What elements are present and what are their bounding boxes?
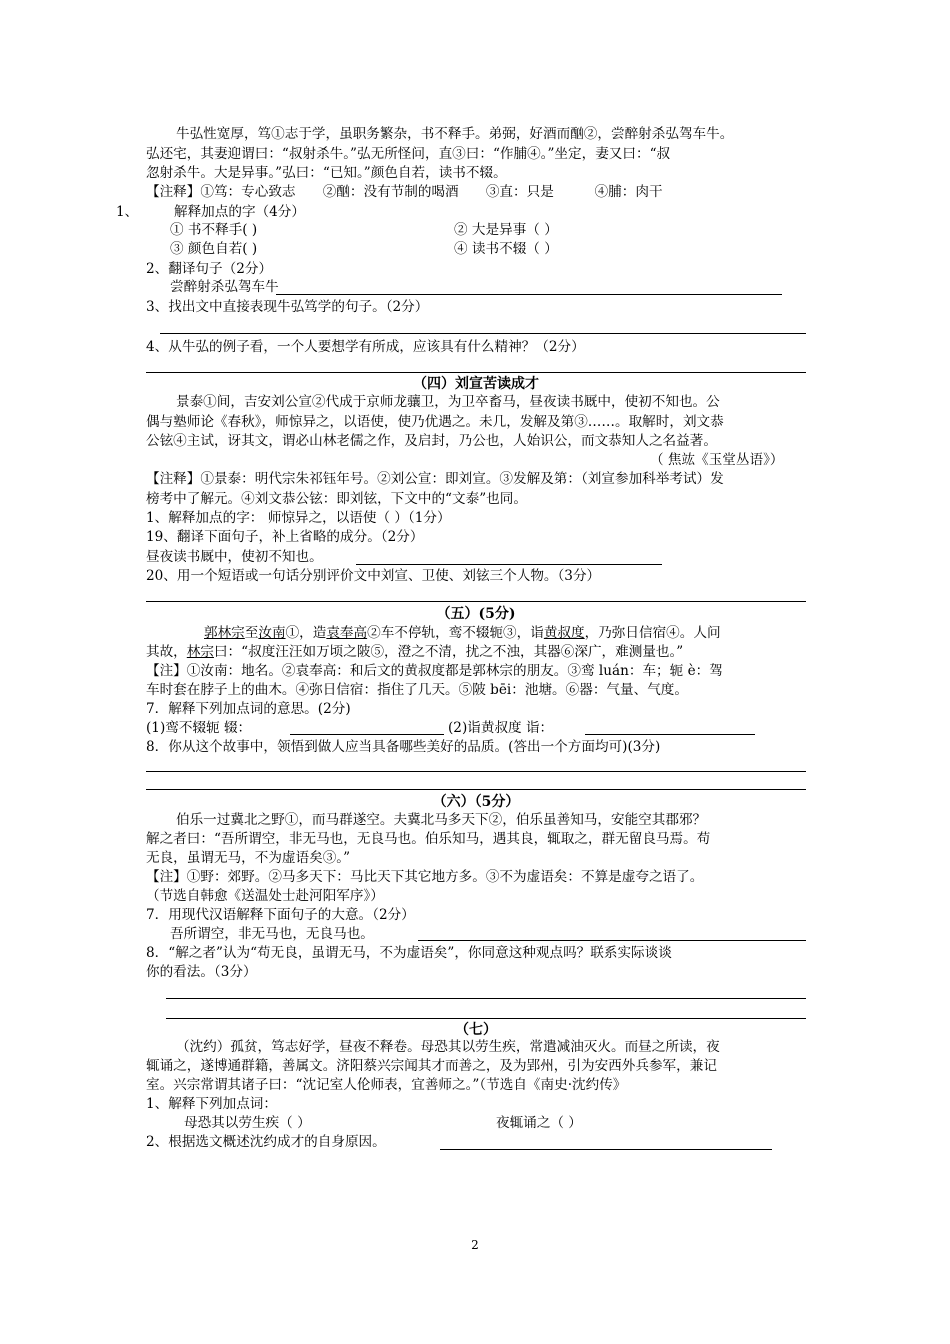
page-number: 2 xyxy=(471,1238,479,1252)
s4-note-2: 榜考中了解元。④刘文恭公铉：即刘铉，下文中的“文泰”也同。 xyxy=(146,491,527,507)
s4-passage-line-3: 公铉④主试，讶其文，谓必山林老儒之作，及启封，乃公也，人始识公，而文恭知人之名益著。 xyxy=(146,433,717,449)
s7-q1a: 母恐其以劳生疾（ ） xyxy=(184,1115,311,1131)
s3-q1a: ① 书不释手( ) xyxy=(170,222,258,238)
person-name: 袁奉高 xyxy=(326,625,368,641)
s6-title: （六）（5分） xyxy=(432,794,520,810)
s6-note: 【注】①野：郊野。②马多天下：马比天下其它地方多。③不为虚语矣：不算是虚夸之语了。 xyxy=(146,869,704,885)
s3-q1d: ④ 读书不辍（ ） xyxy=(454,241,558,257)
s6-passage-line-3: 无良，虽谓无马，不为虚语矣③。” xyxy=(146,850,351,866)
s5-passage-line-2 xyxy=(146,643,683,661)
text-run: ②车不停轨，鸾不辍轭③，诣 xyxy=(367,625,544,641)
text-run: 至 xyxy=(244,625,259,641)
s3-q3: 3、找出文中直接表现牛弘笃学的句子。（2分） xyxy=(146,299,429,315)
person-name: 黄叔度 xyxy=(543,625,585,641)
answer-line xyxy=(146,789,806,790)
s7-q1b: 夜辄诵之（ ） xyxy=(496,1115,582,1131)
answer-line xyxy=(166,998,806,999)
answer-line xyxy=(440,1149,772,1150)
answer-line xyxy=(356,564,662,565)
s4-q19-sentence: 昼夜读书厩中，使初不知也。 xyxy=(146,549,323,565)
s3-q4: 4、从牛弘的例子看，一个人要想学有所成，应该具有什么精神？（2分） xyxy=(146,339,585,355)
s4-q19: 19、翻译下面句子，补上省略的成分。（2分） xyxy=(146,529,424,545)
s4-q1: 1、解释加点的字： 师惊异之，以语使（ ）（1分） xyxy=(146,510,451,526)
person-name: 林宗 xyxy=(186,644,214,660)
s6-passage-line-2: 解之者曰：“吾所谓空，非无马也，无良马也。伯乐知马，遇其良，辄取之，群无留良马焉。苟 xyxy=(146,831,711,847)
s5-note-2: 车时套在脖子上的曲木。④弥日信宿：指住了几天。⑤陂 bēi：池塘。⑥器：气量、气度。 xyxy=(146,682,688,698)
s4-passage-line-1: 景泰①间，吉安刘公宣②代成于京师龙骧卫，为卫卒畜马，昼夜读书厩中，使初不知也。公 xyxy=(176,394,720,410)
s4-title: （四）刘宣苦读成才 xyxy=(413,376,539,392)
s5-q8: 8．你从这个故事中，领悟到做人应当具备哪些美好的品质。(答出一个方面均可)(3分) xyxy=(146,739,661,755)
s7-passage-line-3: 室。兴宗常谓其诸子曰：“沈记室人伦师表，宜善师之。”（节选自《南史·沈约传》 xyxy=(146,1077,627,1093)
answer-line xyxy=(146,771,806,772)
s6-q7: 7．用现代汉语解释下面句子的大意。（2分） xyxy=(146,907,415,923)
person-name: 郭林宗 xyxy=(204,625,245,641)
place-name: 汝南 xyxy=(258,625,286,641)
s4-q20: 20、用一个短语或一句话分别评价文中刘宣、卫使、刘铉三个人物。（3分） xyxy=(146,568,601,584)
s5-q7: 7．解释下列加点词的意思。(2分) xyxy=(146,701,351,717)
s3-passage-line-2: 弘还宅，其妻迎谓曰：“叔射杀牛。”弘无所怪问，直③曰：“作脯④。”坐定，妻又曰：“叔 xyxy=(146,146,671,162)
s3-q1: 解释加点的字（4分） xyxy=(174,204,305,220)
s5-title: （五）(5分) xyxy=(436,606,516,622)
answer-line xyxy=(585,734,755,735)
answer-line xyxy=(290,734,444,735)
text-run: ①，造 xyxy=(285,625,327,641)
answer-line xyxy=(276,294,782,295)
s5-note-1: 【注】①汝南：地名。②袁奉高：和后文的黄叔度都是郭林宗的朋友。③鸾 luán：车；轭 è：驾 xyxy=(146,663,723,679)
s7-title: （七） xyxy=(455,1022,497,1038)
s3-note: 【注释】①笃：专心致志 ②酗：没有节制的喝酒 ③直：只是 ④脯：肉干 xyxy=(146,184,663,200)
s6-q8-line-1: 8．“解之者”认为“苟无良，虽谓无马，不为虚语矣”，你同意这种观点吗？联系实际谈谈 xyxy=(146,945,672,961)
s4-passage-line-2: 偶与塾师论《春秋》，师惊异之，以语使，使乃优遇之。未几，发解及第③……。取解时，刘文恭 xyxy=(146,414,724,430)
s3-q2-sentence: 尝醉射杀弘驾车牛 xyxy=(170,279,279,295)
s3-passage-line-1: 牛弘性宽厚，笃①志于学，虽职务繁杂，书不释手。弟弼，好酒而酗②，尝醉射杀弘驾车牛。 xyxy=(176,126,734,142)
s5-passage-line-1 xyxy=(204,624,721,642)
s6-passage-line-1: 伯乐一过冀北之野①，而马群遂空。夫冀北马多天下②，伯乐虽善知马，安能空其郡邪？ xyxy=(176,812,707,828)
text-run: 其故， xyxy=(146,644,187,660)
s7-passage-line-1: （沈约）孤贫，笃志好学，昼夜不释卷。母恐其以劳生疾，常遣减油灭火。而昼之所读，夜 xyxy=(176,1039,720,1055)
text-run: ，乃弥日信宿④。人问 xyxy=(584,625,721,641)
s3-q2: 2、翻译句子（2分） xyxy=(146,261,273,277)
s6-source: （节选自韩愈《送温处士赴河阳军序》） xyxy=(146,888,384,904)
s4-note-1: 【注释】①景泰：明代宗朱祁钰年号。②刘公宣：即刘宣。③发解及第：（刘宣参加科举考试）发 xyxy=(146,471,724,487)
s5-q7a: (1)鸾不辍轭 辍： xyxy=(146,720,252,736)
s3-passage-line-3: 忽射杀牛。大是异事。”弘曰：“已知。”颜色自若，读书不辍。 xyxy=(146,165,507,181)
s3-q1b: ② 大是异事（ ） xyxy=(454,222,558,238)
answer-line xyxy=(146,601,806,602)
text-run: 曰：“叔度汪汪如万顷之陂⑤，澄之不清，扰之不浊，其器⑥深广，难测量也。” xyxy=(213,644,684,660)
answer-line xyxy=(418,940,806,941)
answer-line xyxy=(160,333,806,334)
s4-source: （ 焦竑《玉堂丛语》） xyxy=(650,452,784,468)
s7-q2: 2、根据选文概述沈约成才的自身原因。 xyxy=(146,1134,386,1150)
s7-q1: 1、解释下列加点词： xyxy=(146,1096,277,1112)
s6-q8-line-2: 你的看法。（3分） xyxy=(146,964,257,980)
s3-q1-number: 1、 xyxy=(116,204,139,220)
s5-q7b: (2)诣黄叔度 诣： xyxy=(448,720,554,736)
s6-q7-sentence: 吾所谓空，非无马也，无良马也。 xyxy=(170,926,374,942)
s7-passage-line-2: 辄诵之，遂博通群籍，善属文。济阳蔡兴宗闻其才而善之，及为郢州，引为安西外兵参军，兼记 xyxy=(146,1058,717,1074)
s3-q1c: ③ 颜色自若( ) xyxy=(170,241,258,257)
